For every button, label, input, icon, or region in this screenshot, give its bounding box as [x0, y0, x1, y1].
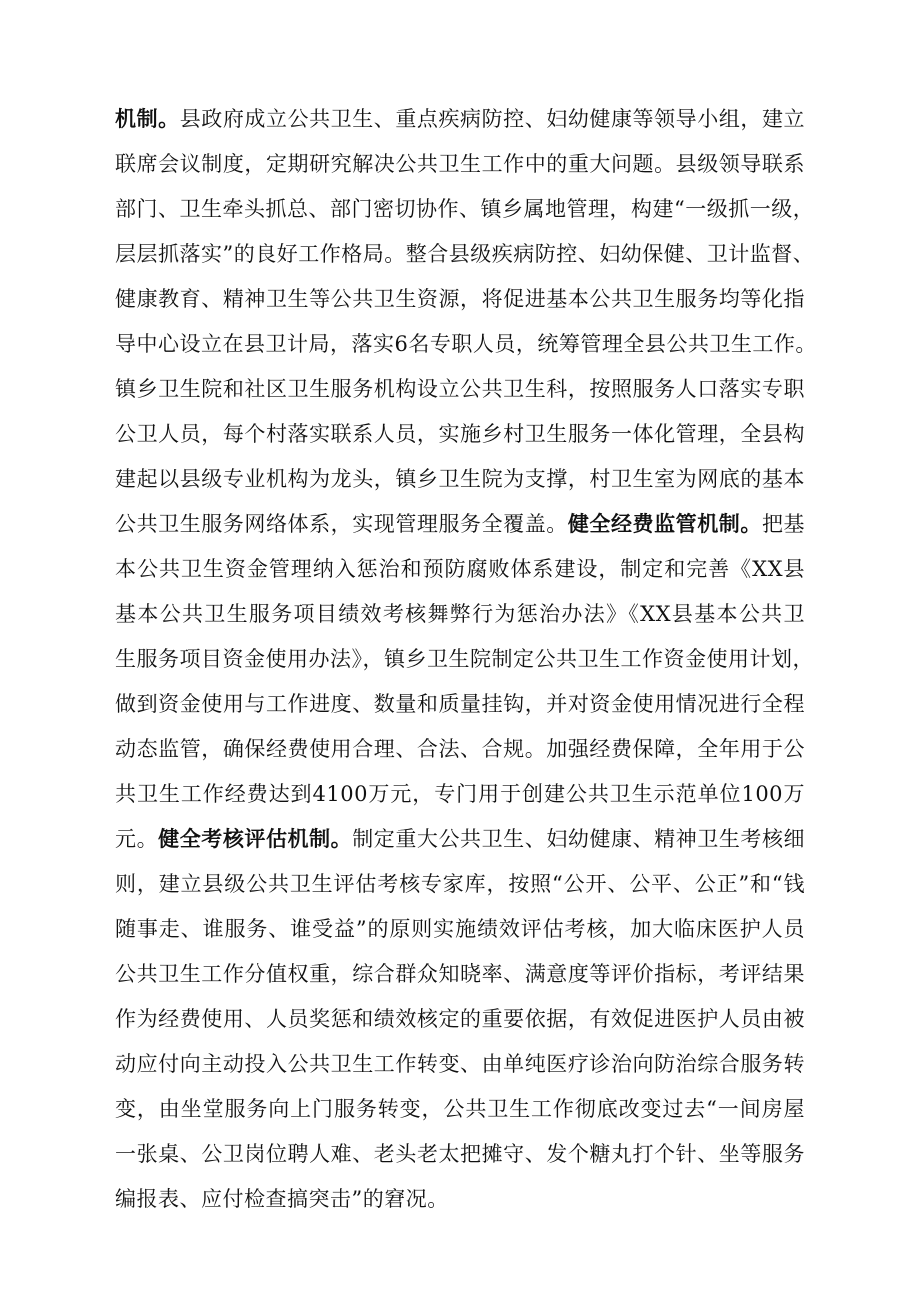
text-line	[115, 232, 815, 277]
line-text: 随事走、谁服务、谁受益”的原则实施绩效评估考核，加大临床医护人员	[115, 917, 805, 941]
text-line	[115, 727, 805, 772]
line-text: 本公共卫生资金管理纳入惩治和预防腐败体系建设，制定和完善《XX县	[115, 557, 805, 581]
document-body	[115, 97, 817, 1222]
text-line	[115, 862, 805, 907]
text-line	[115, 1132, 805, 1177]
line-text: 变，由坐堂服务向上门服务转变，公共卫生工作彻底改变过去“一间房屋	[115, 1097, 805, 1121]
bold-heading: 机制。	[115, 107, 180, 131]
bold-heading: 健全经费监管机制。	[567, 512, 762, 536]
line-text: 把基	[761, 512, 806, 536]
text-line	[115, 142, 805, 187]
line-text: 动态监管，确保经费使用合理、合法、合规。加强经费保障，全年用于公	[115, 737, 805, 761]
line-text: 生服务项目资金使用办法》，镇乡卫生院制定公共卫生工作资金使用计划，	[115, 647, 814, 671]
text-line	[115, 817, 805, 862]
line-text: 导中心设立在县卫计局，落实6名专职人员，统筹管理全县公共卫生工作。	[115, 332, 817, 356]
line-text: 建起以县级专业机构为龙头，镇乡卫生院为支撑，村卫生室为网底的基本	[115, 467, 805, 491]
line-text: 作为经费使用、人员奖惩和绩效核定的重要依据，有效促进医护人员由被	[115, 1007, 805, 1031]
line-text: 公共卫生工作分值权重，综合群众知晓率、满意度等评价指标，考评结果	[115, 962, 805, 986]
text-line	[115, 457, 805, 502]
bold-heading: 健全考核评估机制。	[158, 827, 353, 851]
text-line	[115, 952, 805, 997]
text-line	[115, 502, 805, 547]
text-line	[115, 772, 805, 817]
line-text: 动应付向主动投入公共卫生工作转变、由单纯医疗诊治向防治综合服务转	[115, 1052, 805, 1076]
line-text: 部门、卫生牵头抓总、部门密切协作、镇乡属地管理，构建“一级抓一级，	[115, 197, 815, 221]
text-line	[115, 322, 817, 367]
text-line	[115, 277, 805, 322]
text-line	[115, 97, 805, 142]
text-line	[115, 907, 805, 952]
line-text: 一张桌、公卫岗位聘人难、老头老太把摊守、发个糖丸打个针、坐等服务	[115, 1142, 805, 1166]
text-line	[115, 637, 814, 682]
text-line	[115, 1087, 805, 1132]
text-line	[115, 187, 815, 232]
line-text: 制定重大公共卫生、妇幼健康、精神卫生考核细	[352, 827, 806, 851]
text-line	[115, 592, 805, 637]
text-line	[115, 682, 805, 727]
line-text: 镇乡卫生院和社区卫生服务机构设立公共卫生科，按照服务人口落实专职	[115, 377, 805, 401]
line-text: 编报表、应付检查搞突击”的窘况。	[115, 1187, 449, 1211]
text-line	[115, 1042, 805, 1087]
line-text: 健康教育、精神卫生等公共卫生资源，将促进基本公共卫生服务均等化指	[115, 287, 805, 311]
text-line	[115, 412, 805, 457]
line-text: 元。	[115, 827, 159, 851]
text-line	[115, 997, 805, 1042]
line-text: 基本公共卫生服务项目绩效考核舞弊行为惩治办法》《XX县基本公共卫	[115, 602, 805, 626]
line-text: 则，建立县级公共卫生评估考核专家库，按照“公开、公平、公正”和“钱	[115, 872, 805, 896]
text-line	[115, 547, 805, 592]
text-line	[115, 367, 805, 412]
line-text: 做到资金使用与工作进度、数量和质量挂钩，并对资金使用情况进行全程	[115, 692, 805, 716]
text-line	[115, 1177, 805, 1222]
line-text: 公卫人员，每个村落实联系人员，实施乡村卫生服务一体化管理，全县构	[115, 422, 805, 446]
line-text: 公共卫生服务网络体系，实现管理服务全覆盖。	[115, 512, 568, 536]
line-text: 联席会议制度，定期研究解决公共卫生工作中的重大问题。县级领导联系	[115, 152, 805, 176]
line-text: 层层抓落实”的良好工作格局。整合县级疾病防控、妇幼保健、卫计监督、	[115, 242, 815, 266]
line-text: 共卫生工作经费达到4100万元，专门用于创建公共卫生示范单位100万	[115, 782, 805, 806]
line-text: 县政府成立公共卫生、重点疾病防控、妇幼健康等领导小组，建立	[179, 107, 806, 131]
